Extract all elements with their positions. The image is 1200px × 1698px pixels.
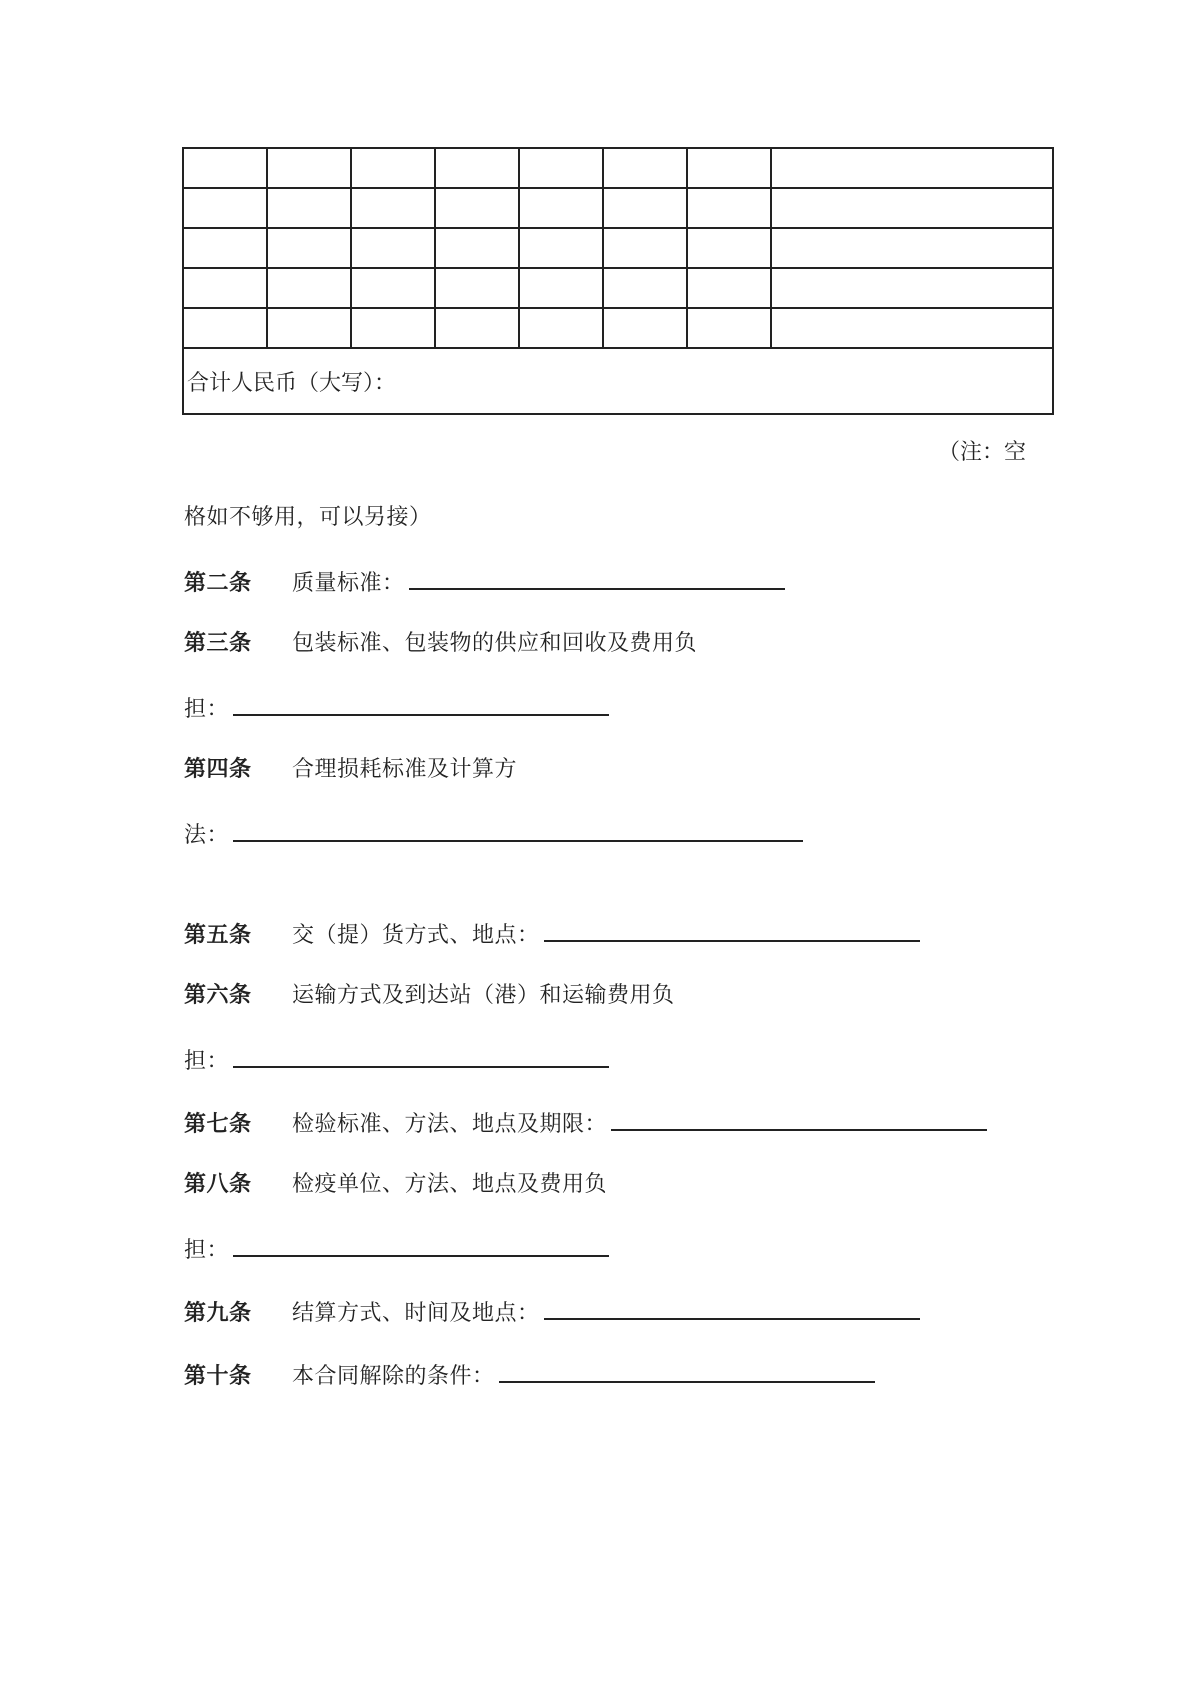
clause-9-label: 第九条: [184, 1301, 252, 1326]
clause-10-blank[interactable]: [499, 1359, 875, 1383]
total-row: [183, 348, 1053, 414]
clause-3-blank[interactable]: [233, 692, 609, 716]
clause-10-label: 第十条: [184, 1364, 252, 1389]
clause-4-blank[interactable]: [233, 818, 803, 842]
table-cell[interactable]: [771, 308, 1053, 348]
clause-3-label: 第三条: [184, 631, 252, 656]
goods-table: [182, 147, 1054, 415]
table-cell[interactable]: [435, 308, 519, 348]
clause-10: [184, 1359, 875, 1392]
table-cell[interactable]: [603, 188, 687, 228]
table-cell[interactable]: [603, 268, 687, 308]
clause-3-cont: [184, 692, 609, 725]
clause-8: [184, 1170, 607, 1200]
table-cell[interactable]: [771, 268, 1053, 308]
table-cell[interactable]: [267, 148, 351, 188]
table-cell[interactable]: [351, 188, 435, 228]
table-row: [183, 228, 1053, 268]
table-row: [183, 268, 1053, 308]
table-cell[interactable]: [183, 268, 267, 308]
clause-6-blank[interactable]: [233, 1044, 609, 1068]
table-cell[interactable]: [687, 228, 771, 268]
clause-6-cont: [184, 1044, 609, 1077]
table-cell[interactable]: [687, 148, 771, 188]
clause-2-label: 第二条: [184, 571, 252, 596]
clause-5: [184, 918, 920, 951]
table-cell[interactable]: [351, 228, 435, 268]
clause-8-text: 检疫单位、方法、地点及费用负: [292, 1172, 608, 1197]
clause-2: [184, 566, 785, 599]
table-cell[interactable]: [519, 268, 603, 308]
table-cell[interactable]: [435, 188, 519, 228]
table-cell[interactable]: [267, 228, 351, 268]
table-cell[interactable]: [771, 188, 1053, 228]
clause-8-label: 第八条: [184, 1172, 252, 1197]
clause-5-label: 第五条: [184, 923, 252, 948]
clause-6-cont-text: 担：: [184, 1049, 230, 1074]
clause-8-cont: [184, 1233, 609, 1266]
clause-2-blank[interactable]: [409, 566, 785, 590]
table-cell[interactable]: [435, 268, 519, 308]
table-cell[interactable]: [603, 228, 687, 268]
clause-4: [184, 755, 517, 785]
clause-5-blank[interactable]: [544, 918, 920, 942]
table-note-part2: 格如不够用，可以另接）: [184, 505, 432, 530]
table-cell[interactable]: [351, 148, 435, 188]
table-cell[interactable]: [519, 308, 603, 348]
clause-3-cont-text: 担：: [184, 697, 230, 722]
table-cell[interactable]: [183, 188, 267, 228]
table-cell[interactable]: [267, 308, 351, 348]
clause-3: [184, 629, 697, 659]
clause-7-label: 第七条: [184, 1112, 252, 1137]
clause-9-blank[interactable]: [544, 1296, 920, 1320]
clause-4-cont: [184, 818, 803, 851]
total-amount-label: 合计人民币（大写）：: [183, 348, 1053, 414]
table-cell[interactable]: [603, 308, 687, 348]
table-note-part1: （注：空: [938, 440, 1027, 465]
table-cell[interactable]: [183, 148, 267, 188]
clause-6-label: 第六条: [184, 983, 252, 1008]
clause-8-blank[interactable]: [233, 1233, 609, 1257]
table-cell[interactable]: [519, 188, 603, 228]
table-cell[interactable]: [351, 268, 435, 308]
table-cell[interactable]: [435, 148, 519, 188]
table-cell[interactable]: [687, 188, 771, 228]
table-cell[interactable]: [771, 228, 1053, 268]
table-cell[interactable]: [183, 308, 267, 348]
clause-4-cont-text: 法：: [184, 823, 230, 848]
table-cell[interactable]: [183, 228, 267, 268]
clause-6: [184, 981, 675, 1011]
table-cell[interactable]: [351, 308, 435, 348]
clause-5-text: 交（提）货方式、地点：: [292, 923, 540, 948]
clause-4-text: 合理损耗标准及计算方: [292, 757, 518, 782]
table-cell[interactable]: [519, 148, 603, 188]
table-row: [183, 308, 1053, 348]
table-cell[interactable]: [519, 228, 603, 268]
clause-10-text: 本合同解除的条件：: [292, 1364, 495, 1389]
clause-9: [184, 1296, 920, 1329]
table-row: [183, 188, 1053, 228]
clause-9-text: 结算方式、时间及地点：: [292, 1301, 540, 1326]
table-cell[interactable]: [687, 268, 771, 308]
table-cell[interactable]: [267, 188, 351, 228]
clause-7: [184, 1107, 987, 1140]
table-cell[interactable]: [603, 148, 687, 188]
clause-7-text: 检验标准、方法、地点及期限：: [292, 1112, 608, 1137]
clause-8-cont-text: 担：: [184, 1238, 230, 1263]
table-cell[interactable]: [687, 308, 771, 348]
table-cell[interactable]: [771, 148, 1053, 188]
clause-6-text: 运输方式及到达站（港）和运输费用负: [292, 983, 675, 1008]
clause-3-text: 包装标准、包装物的供应和回收及费用负: [292, 631, 698, 656]
clause-4-label: 第四条: [184, 757, 252, 782]
table-cell[interactable]: [267, 268, 351, 308]
table-cell[interactable]: [435, 228, 519, 268]
clause-2-text: 质量标准：: [292, 571, 405, 596]
clause-7-blank[interactable]: [611, 1107, 987, 1131]
table-row: [183, 148, 1053, 188]
